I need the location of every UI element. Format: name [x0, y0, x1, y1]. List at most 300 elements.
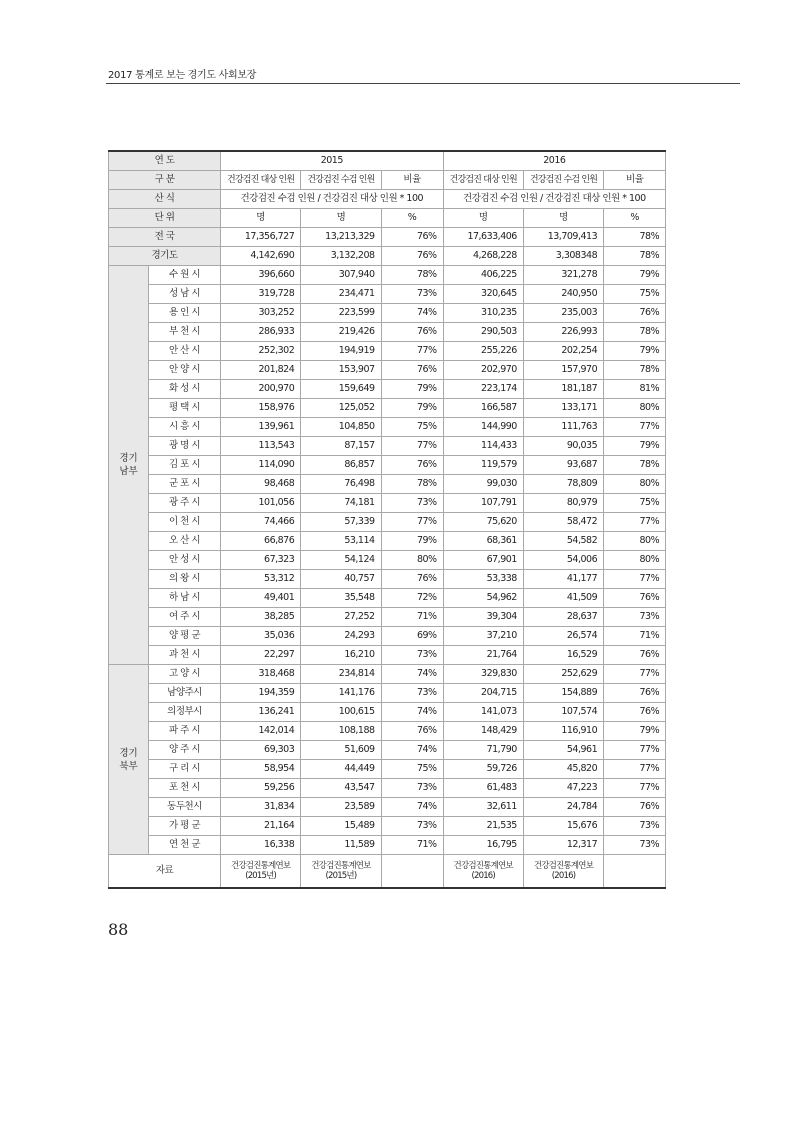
city-name: 동두천시 — [149, 798, 221, 817]
value-cell: 80,979 — [523, 494, 603, 513]
value-cell: 73% — [381, 779, 443, 798]
value-cell: 68,361 — [443, 532, 523, 551]
running-header: 2017 통계로 보는 경기도 사회보장 — [108, 70, 257, 81]
city-name: 여 주 시 — [149, 608, 221, 627]
city-row — [109, 703, 666, 722]
value-cell: 69% — [381, 627, 443, 646]
col-target-2016: 건강검진 대상 인원 — [443, 171, 523, 190]
value-cell: 77% — [604, 665, 666, 684]
value-cell: 78% — [604, 247, 666, 266]
source-cell — [301, 855, 381, 889]
value-cell: 154,889 — [523, 684, 603, 703]
value-cell: 79% — [604, 342, 666, 361]
city-name: 남양주시 — [149, 684, 221, 703]
value-cell: 53,114 — [301, 532, 381, 551]
city-name: 양 주 시 — [149, 741, 221, 760]
city-row — [109, 722, 666, 741]
value-cell: 76% — [381, 456, 443, 475]
page-number: 88 — [108, 920, 129, 939]
value-cell: 71% — [604, 627, 666, 646]
national-name: 전 국 — [109, 228, 221, 247]
city-name: 용 인 시 — [149, 304, 221, 323]
value-cell: 141,176 — [301, 684, 381, 703]
value-cell: 73% — [604, 608, 666, 627]
value-cell: 35,548 — [301, 589, 381, 608]
value-cell: 13,213,329 — [301, 228, 381, 247]
value-cell: 80% — [604, 551, 666, 570]
value-cell: 87,157 — [301, 437, 381, 456]
value-cell: 157,970 — [523, 361, 603, 380]
value-cell: 252,629 — [523, 665, 603, 684]
value-cell: 79% — [381, 532, 443, 551]
value-cell: 99,030 — [443, 475, 523, 494]
value-cell: 37,210 — [443, 627, 523, 646]
value-cell: 235,003 — [523, 304, 603, 323]
value-cell: 90,035 — [523, 437, 603, 456]
value-cell: 181,187 — [523, 380, 603, 399]
value-cell: 73% — [381, 684, 443, 703]
value-cell: 252,302 — [221, 342, 301, 361]
value-cell: 75% — [381, 760, 443, 779]
value-cell: 78% — [381, 266, 443, 285]
category-label: 구 분 — [109, 171, 221, 190]
value-cell: 23,589 — [301, 798, 381, 817]
city-row — [109, 494, 666, 513]
value-cell: 54,124 — [301, 551, 381, 570]
value-cell: 139,961 — [221, 418, 301, 437]
value-cell: 22,297 — [221, 646, 301, 665]
value-cell: 54,961 — [523, 741, 603, 760]
value-cell: 107,574 — [523, 703, 603, 722]
city-row — [109, 399, 666, 418]
value-cell: 240,950 — [523, 285, 603, 304]
unit-examined-2015: 명 — [301, 209, 381, 228]
value-cell: 125,052 — [301, 399, 381, 418]
city-row — [109, 475, 666, 494]
value-cell: 74,181 — [301, 494, 381, 513]
value-cell: 32,611 — [443, 798, 523, 817]
value-cell: 61,483 — [443, 779, 523, 798]
value-cell: 17,356,727 — [221, 228, 301, 247]
value-cell: 17,633,406 — [443, 228, 523, 247]
city-name: 군 포 시 — [149, 475, 221, 494]
value-cell: 136,241 — [221, 703, 301, 722]
city-row — [109, 380, 666, 399]
value-cell: 286,933 — [221, 323, 301, 342]
value-cell: 13,709,413 — [523, 228, 603, 247]
city-row — [109, 589, 666, 608]
value-cell: 15,489 — [301, 817, 381, 836]
city-name: 부 천 시 — [149, 323, 221, 342]
header-rule — [106, 83, 740, 84]
year-2015: 2015 — [221, 151, 444, 171]
value-cell: 77% — [381, 513, 443, 532]
city-row — [109, 570, 666, 589]
formula-label: 산 식 — [109, 190, 221, 209]
value-cell: 148,429 — [443, 722, 523, 741]
city-name: 양 평 군 — [149, 627, 221, 646]
value-cell: 204,715 — [443, 684, 523, 703]
value-cell: 307,940 — [301, 266, 381, 285]
value-cell: 12,317 — [523, 836, 603, 855]
value-cell: 158,976 — [221, 399, 301, 418]
value-cell: 234,814 — [301, 665, 381, 684]
value-cell: 107,791 — [443, 494, 523, 513]
value-cell: 76% — [604, 703, 666, 722]
value-cell: 75% — [604, 494, 666, 513]
city-row — [109, 456, 666, 475]
value-cell: 16,529 — [523, 646, 603, 665]
value-cell: 78% — [381, 475, 443, 494]
value-cell: 114,433 — [443, 437, 523, 456]
city-row — [109, 418, 666, 437]
value-cell: 3,132,208 — [301, 247, 381, 266]
value-cell: 3,308348 — [523, 247, 603, 266]
value-cell: 80% — [381, 551, 443, 570]
value-cell: 66,876 — [221, 532, 301, 551]
city-row — [109, 741, 666, 760]
city-row — [109, 760, 666, 779]
value-cell: 71% — [381, 608, 443, 627]
city-row — [109, 342, 666, 361]
city-row — [109, 665, 666, 684]
city-name: 안 산 시 — [149, 342, 221, 361]
city-name: 의 왕 시 — [149, 570, 221, 589]
source-label: 자료 — [109, 855, 221, 889]
source-text: (2015년) — [325, 871, 357, 881]
city-row — [109, 304, 666, 323]
value-cell: 54,006 — [523, 551, 603, 570]
value-cell: 21,535 — [443, 817, 523, 836]
city-name: 화 성 시 — [149, 380, 221, 399]
value-cell: 16,338 — [221, 836, 301, 855]
value-cell: 319,728 — [221, 285, 301, 304]
value-cell: 76% — [381, 570, 443, 589]
value-cell: 79% — [381, 399, 443, 418]
formula-2015: 건강검진 수검 인원 / 건강검진 대상 인원 * 100 — [221, 190, 444, 209]
source-row — [109, 855, 666, 889]
value-cell: 76% — [604, 304, 666, 323]
value-cell: 28,637 — [523, 608, 603, 627]
unit-examined-2016: 명 — [523, 209, 603, 228]
unit-row — [109, 209, 666, 228]
value-cell: 86,857 — [301, 456, 381, 475]
city-name: 수 원 시 — [149, 266, 221, 285]
value-cell: 26,574 — [523, 627, 603, 646]
city-name: 가 평 군 — [149, 817, 221, 836]
value-cell: 201,824 — [221, 361, 301, 380]
value-cell: 159,649 — [301, 380, 381, 399]
year-2016: 2016 — [443, 151, 666, 171]
value-cell: 21,164 — [221, 817, 301, 836]
value-cell: 104,850 — [301, 418, 381, 437]
city-name: 김 포 시 — [149, 456, 221, 475]
value-cell: 54,582 — [523, 532, 603, 551]
year-row — [109, 151, 666, 171]
value-cell: 4,268,228 — [443, 247, 523, 266]
value-cell: 202,254 — [523, 342, 603, 361]
city-row — [109, 798, 666, 817]
region-south — [109, 266, 149, 665]
value-cell: 58,472 — [523, 513, 603, 532]
value-cell: 76% — [381, 722, 443, 741]
value-cell: 67,323 — [221, 551, 301, 570]
city-row — [109, 285, 666, 304]
col-examined-2015: 건강검진 수검 인원 — [301, 171, 381, 190]
value-cell: 79% — [604, 266, 666, 285]
value-cell: 78% — [604, 323, 666, 342]
value-cell: 79% — [604, 437, 666, 456]
city-name: 과 천 시 — [149, 646, 221, 665]
city-row — [109, 437, 666, 456]
formula-row — [109, 190, 666, 209]
value-cell: 153,907 — [301, 361, 381, 380]
value-cell: 76% — [381, 361, 443, 380]
value-cell: 59,256 — [221, 779, 301, 798]
value-cell: 100,615 — [301, 703, 381, 722]
value-cell: 41,509 — [523, 589, 603, 608]
value-cell: 40,757 — [301, 570, 381, 589]
value-cell: 74% — [381, 703, 443, 722]
city-name: 포 천 시 — [149, 779, 221, 798]
city-row — [109, 513, 666, 532]
value-cell: 113,543 — [221, 437, 301, 456]
value-cell: 15,676 — [523, 817, 603, 836]
value-cell: 194,359 — [221, 684, 301, 703]
value-cell: 49,401 — [221, 589, 301, 608]
value-cell: 77% — [604, 741, 666, 760]
value-cell: 73% — [604, 817, 666, 836]
value-cell: 396,660 — [221, 266, 301, 285]
city-row — [109, 608, 666, 627]
value-cell: 74% — [381, 665, 443, 684]
city-name: 광 주 시 — [149, 494, 221, 513]
value-cell: 75% — [381, 418, 443, 437]
source-text: 건강검진통계연보 — [311, 861, 371, 871]
city-row — [109, 551, 666, 570]
value-cell: 73% — [381, 646, 443, 665]
value-cell: 77% — [604, 513, 666, 532]
value-cell: 76% — [381, 228, 443, 247]
city-name: 시 흥 시 — [149, 418, 221, 437]
value-cell: 133,171 — [523, 399, 603, 418]
source-text: 건강검진통계연보 — [533, 861, 594, 871]
value-cell: 41,177 — [523, 570, 603, 589]
value-cell: 93,687 — [523, 456, 603, 475]
value-cell: 77% — [604, 570, 666, 589]
value-cell: 290,503 — [443, 323, 523, 342]
city-name: 하 남 시 — [149, 589, 221, 608]
value-cell: 98,468 — [221, 475, 301, 494]
value-cell: 59,726 — [443, 760, 523, 779]
value-cell: 69,303 — [221, 741, 301, 760]
value-cell: 57,339 — [301, 513, 381, 532]
value-cell: 219,426 — [301, 323, 381, 342]
value-cell: 81% — [604, 380, 666, 399]
region-label: 경기 — [119, 747, 138, 759]
value-cell: 234,471 — [301, 285, 381, 304]
city-name: 연 천 군 — [149, 836, 221, 855]
value-cell: 78% — [604, 361, 666, 380]
city-row — [109, 266, 666, 285]
value-cell: 200,970 — [221, 380, 301, 399]
city-row — [109, 836, 666, 855]
unit-target-2016: 명 — [443, 209, 523, 228]
value-cell: 116,910 — [523, 722, 603, 741]
source-text: (2015년) — [245, 871, 277, 881]
value-cell: 166,587 — [443, 399, 523, 418]
value-cell: 303,252 — [221, 304, 301, 323]
year-label: 연 도 — [109, 151, 221, 171]
region-label: 북부 — [119, 760, 138, 772]
value-cell: 73% — [381, 494, 443, 513]
city-name: 고 양 시 — [149, 665, 221, 684]
national-row — [109, 228, 666, 247]
value-cell: 255,226 — [443, 342, 523, 361]
value-cell: 80% — [604, 475, 666, 494]
city-row — [109, 646, 666, 665]
value-cell: 43,547 — [301, 779, 381, 798]
value-cell: 75,620 — [443, 513, 523, 532]
value-cell: 75% — [604, 285, 666, 304]
value-cell: 24,784 — [523, 798, 603, 817]
city-name: 안 양 시 — [149, 361, 221, 380]
source-text: 건강검진통계연보 — [230, 861, 291, 871]
city-name: 구 리 시 — [149, 760, 221, 779]
value-cell: 45,820 — [523, 760, 603, 779]
value-cell: 58,954 — [221, 760, 301, 779]
city-row — [109, 323, 666, 342]
unit-ratio-2015: % — [381, 209, 443, 228]
category-row — [109, 171, 666, 190]
value-cell: 4,142,690 — [221, 247, 301, 266]
value-cell: 101,056 — [221, 494, 301, 513]
value-cell: 54,962 — [443, 589, 523, 608]
value-cell: 76% — [604, 684, 666, 703]
value-cell: 21,764 — [443, 646, 523, 665]
value-cell: 16,795 — [443, 836, 523, 855]
value-cell: 77% — [604, 779, 666, 798]
city-name: 광 명 시 — [149, 437, 221, 456]
value-cell: 223,174 — [443, 380, 523, 399]
value-cell: 44,449 — [301, 760, 381, 779]
value-cell: 16,210 — [301, 646, 381, 665]
source-cell — [604, 855, 666, 889]
value-cell: 73% — [381, 285, 443, 304]
city-name: 이 천 시 — [149, 513, 221, 532]
value-cell: 74% — [381, 741, 443, 760]
source-cell — [381, 855, 443, 889]
source-cell — [443, 855, 523, 889]
value-cell: 76% — [604, 798, 666, 817]
value-cell: 144,990 — [443, 418, 523, 437]
value-cell: 74% — [381, 798, 443, 817]
city-name: 오 산 시 — [149, 532, 221, 551]
value-cell: 76% — [604, 646, 666, 665]
value-cell: 35,036 — [221, 627, 301, 646]
value-cell: 108,188 — [301, 722, 381, 741]
value-cell: 27,252 — [301, 608, 381, 627]
value-cell: 76,498 — [301, 475, 381, 494]
col-target-2015: 건강검진 대상 인원 — [221, 171, 301, 190]
value-cell: 79% — [604, 722, 666, 741]
value-cell: 31,834 — [221, 798, 301, 817]
unit-ratio-2016: % — [604, 209, 666, 228]
city-name: 안 성 시 — [149, 551, 221, 570]
city-name: 성 남 시 — [149, 285, 221, 304]
value-cell: 76% — [604, 589, 666, 608]
value-cell: 53,338 — [443, 570, 523, 589]
value-cell: 111,763 — [523, 418, 603, 437]
value-cell: 71% — [381, 836, 443, 855]
value-cell: 77% — [604, 418, 666, 437]
source-text: 건강검진통계연보 — [453, 861, 513, 871]
city-name: 평 택 시 — [149, 399, 221, 418]
value-cell: 194,919 — [301, 342, 381, 361]
value-cell: 77% — [381, 342, 443, 361]
region-label: 남부 — [119, 466, 138, 477]
value-cell: 76% — [381, 323, 443, 342]
value-cell: 47,223 — [523, 779, 603, 798]
value-cell: 11,589 — [301, 836, 381, 855]
value-cell: 71,790 — [443, 741, 523, 760]
source-cell — [221, 855, 301, 889]
value-cell: 78% — [604, 228, 666, 247]
source-text: (2016) — [551, 871, 576, 881]
value-cell: 329,830 — [443, 665, 523, 684]
value-cell: 51,609 — [301, 741, 381, 760]
value-cell: 142,014 — [221, 722, 301, 741]
col-examined-2016: 건강검진 수검 인원 — [523, 171, 603, 190]
region-label: 경기 — [119, 453, 138, 464]
value-cell: 310,235 — [443, 304, 523, 323]
value-cell: 141,073 — [443, 703, 523, 722]
value-cell: 80% — [604, 399, 666, 418]
value-cell: 73% — [381, 817, 443, 836]
city-name: 의정부시 — [149, 703, 221, 722]
city-row — [109, 532, 666, 551]
value-cell: 318,468 — [221, 665, 301, 684]
city-row — [109, 361, 666, 380]
source-text: (2016) — [471, 871, 495, 881]
value-cell: 80% — [604, 532, 666, 551]
city-row — [109, 779, 666, 798]
value-cell: 73% — [604, 836, 666, 855]
table-body — [109, 151, 666, 888]
city-row — [109, 817, 666, 836]
formula-2016: 건강검진 수검 인원 / 건강검진 대상 인원 * 100 — [443, 190, 666, 209]
value-cell: 78% — [604, 456, 666, 475]
value-cell: 223,599 — [301, 304, 381, 323]
city-row — [109, 684, 666, 703]
value-cell: 38,285 — [221, 608, 301, 627]
source-cell — [523, 855, 603, 889]
value-cell: 74,466 — [221, 513, 301, 532]
health-checkup-table — [108, 150, 666, 889]
value-cell: 24,293 — [301, 627, 381, 646]
city-name: 파 주 시 — [149, 722, 221, 741]
province-name: 경기도 — [109, 247, 221, 266]
value-cell: 77% — [381, 437, 443, 456]
value-cell: 39,304 — [443, 608, 523, 627]
value-cell: 321,278 — [523, 266, 603, 285]
province-row — [109, 247, 666, 266]
col-ratio-2016: 비율 — [604, 171, 666, 190]
value-cell: 53,312 — [221, 570, 301, 589]
value-cell: 76% — [381, 247, 443, 266]
value-cell: 72% — [381, 589, 443, 608]
value-cell: 406,225 — [443, 266, 523, 285]
